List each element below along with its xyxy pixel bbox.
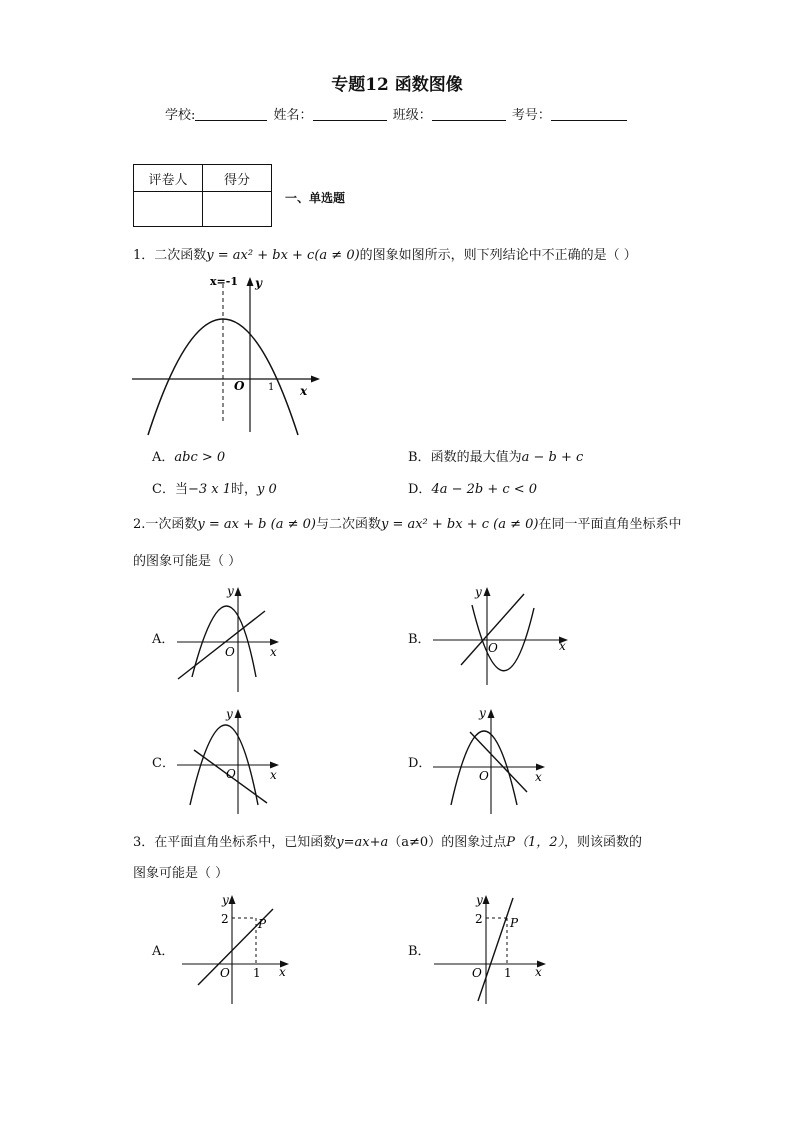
q2-d-line [470,732,527,792]
q1-option-b-formula: a − b + c [521,450,584,465]
section-heading: 一、单选题 [285,191,346,205]
q3-a-o-label: O [220,966,230,980]
q2-graph-a [172,580,287,695]
q3-option-a-label[interactable]: A． [152,944,175,959]
q3-b-one-label: 1 [504,966,512,980]
q1-post: 的图象如图所示，则下列结论中不正确的是（ ） [359,248,637,263]
q3-a-p-label: P [258,917,267,931]
exam-no-blank[interactable] [551,108,627,121]
q1-pre: 二次函数 [154,248,207,263]
q2-d-y-label: y [479,706,486,720]
q1-option-c[interactable] [152,478,277,497]
q1-axis-line-label: x=-1 [210,275,238,288]
q2-d-x-label: x [535,770,542,784]
school-label: 学校: [165,108,196,123]
question-3 [133,831,642,850]
q2-graph-b [428,580,578,695]
q2-c-y-label: y [226,707,233,721]
school-blank[interactable] [195,108,267,121]
q3-b-o-label: O [472,966,482,980]
score-cell[interactable] [203,192,272,227]
page-title: 专题12 函数图像 [331,75,463,95]
q1-option-a[interactable] [152,446,225,465]
q1-option-c-mid: 时， [231,482,258,497]
q2-a-y-label: y [227,584,234,598]
q3-a-x-label: x [279,965,286,979]
q1-option-d[interactable] [408,478,537,497]
q2-option-b-label[interactable]: B． [408,632,431,647]
q1-x-label: x [300,384,308,398]
q2-b-o-label: O [488,641,498,655]
q1-formula: y = ax² + bx + c(a ≠ 0) [206,248,360,263]
q2-a-x-label: x [270,645,277,659]
q2-pre: 一次函数 [145,517,198,532]
score-table [133,164,272,227]
q2-b-y-label: y [475,585,482,599]
q1-option-c-label: C． [152,482,175,497]
name-blank[interactable] [313,108,387,121]
q3-graph-b [430,888,555,1008]
q1-option-b-prefix: 函数的最大值为 [430,450,522,465]
q2-post: 在同一平面直角坐标系中 [538,517,682,532]
exam-no-label: 考号： [511,108,551,123]
q3-cond: （a≠0） [388,835,442,850]
q3-a-y-label: y [222,893,229,907]
q2-option-a-label[interactable]: A． [152,632,175,647]
q3-option-b-label[interactable]: B． [408,944,431,959]
grader-cell[interactable] [134,192,203,227]
q1-parabola-graph [130,272,325,440]
q1-origin-label: O [234,379,245,393]
q1-number: 1． [133,248,155,263]
q2-b-x-label: x [559,639,566,653]
q3-a-two-label: 2 [221,912,229,926]
q2-d-o-label: O [479,769,489,783]
grader-header: 评卷人 [134,165,203,192]
q2-graph-c [172,702,287,817]
q2-option-c-label[interactable]: C． [152,756,175,771]
score-header: 得分 [203,165,272,192]
q2-graph-d [428,702,553,817]
question-3-line-2: 图象可能是（ ） [133,866,229,881]
q3-b-y-label: y [476,893,483,907]
q2-option-d-label[interactable]: D． [408,756,432,771]
q2-b-parabola [472,605,534,671]
q3-post: 的图象过点 [441,835,507,850]
q3-number: 3． [133,835,155,850]
question-2 [133,513,681,532]
q3-post2: ，则该函数的 [564,835,643,850]
q2-number: 2. [133,517,146,532]
q2-f2: y = ax² + bx + c (a ≠ 0) [380,517,539,532]
q1-option-c-prefix: 当 [174,482,188,497]
question-2-line-2: 的图象可能是（ ） [133,554,242,569]
q1-option-b[interactable] [408,446,583,465]
q1-option-c-range: −3 x 1 [187,482,231,497]
q2-c-x-label: x [270,768,277,782]
q3-b-x-label: x [535,965,542,979]
q1-x-arrow [311,376,320,383]
q1-one-label: 1 [268,382,275,393]
q2-a-line [178,611,265,679]
q3-point: P（1，2） [506,835,564,850]
q1-y-arrow [247,277,254,286]
class-blank[interactable] [432,108,506,121]
q1-option-a-text: abc > 0 [174,450,226,465]
q3-b-two-label: 2 [475,912,483,926]
q3-b-p-label: P [510,916,519,930]
q3-b-line [478,898,513,1001]
q2-d-parabola [451,731,517,805]
name-label: 姓名： [273,108,313,123]
q2-f1: y = ax + b (a ≠ 0) [197,517,316,532]
q2-c-o-label: O [226,767,236,781]
class-label: 班级： [392,108,432,123]
q3-formula: y=ax+a [336,835,389,850]
q3-graph-a [178,888,298,1008]
student-info-line [165,104,629,123]
q1-option-d-text: 4a − 2b + c < 0 [431,482,538,497]
q1-option-d-label: D． [408,482,432,497]
q2-a-o-label: O [225,645,235,659]
q3-pre: 在平面直角坐标系中，已知函数 [154,835,337,850]
q1-option-b-label: B． [408,450,431,465]
q1-option-c-y: y 0 [257,482,277,497]
q3-a-one-label: 1 [253,966,261,980]
q2-mid: 与二次函数 [315,517,381,532]
q1-y-label: y [255,276,262,290]
question-1 [133,244,637,263]
q1-option-a-label: A． [152,450,175,465]
